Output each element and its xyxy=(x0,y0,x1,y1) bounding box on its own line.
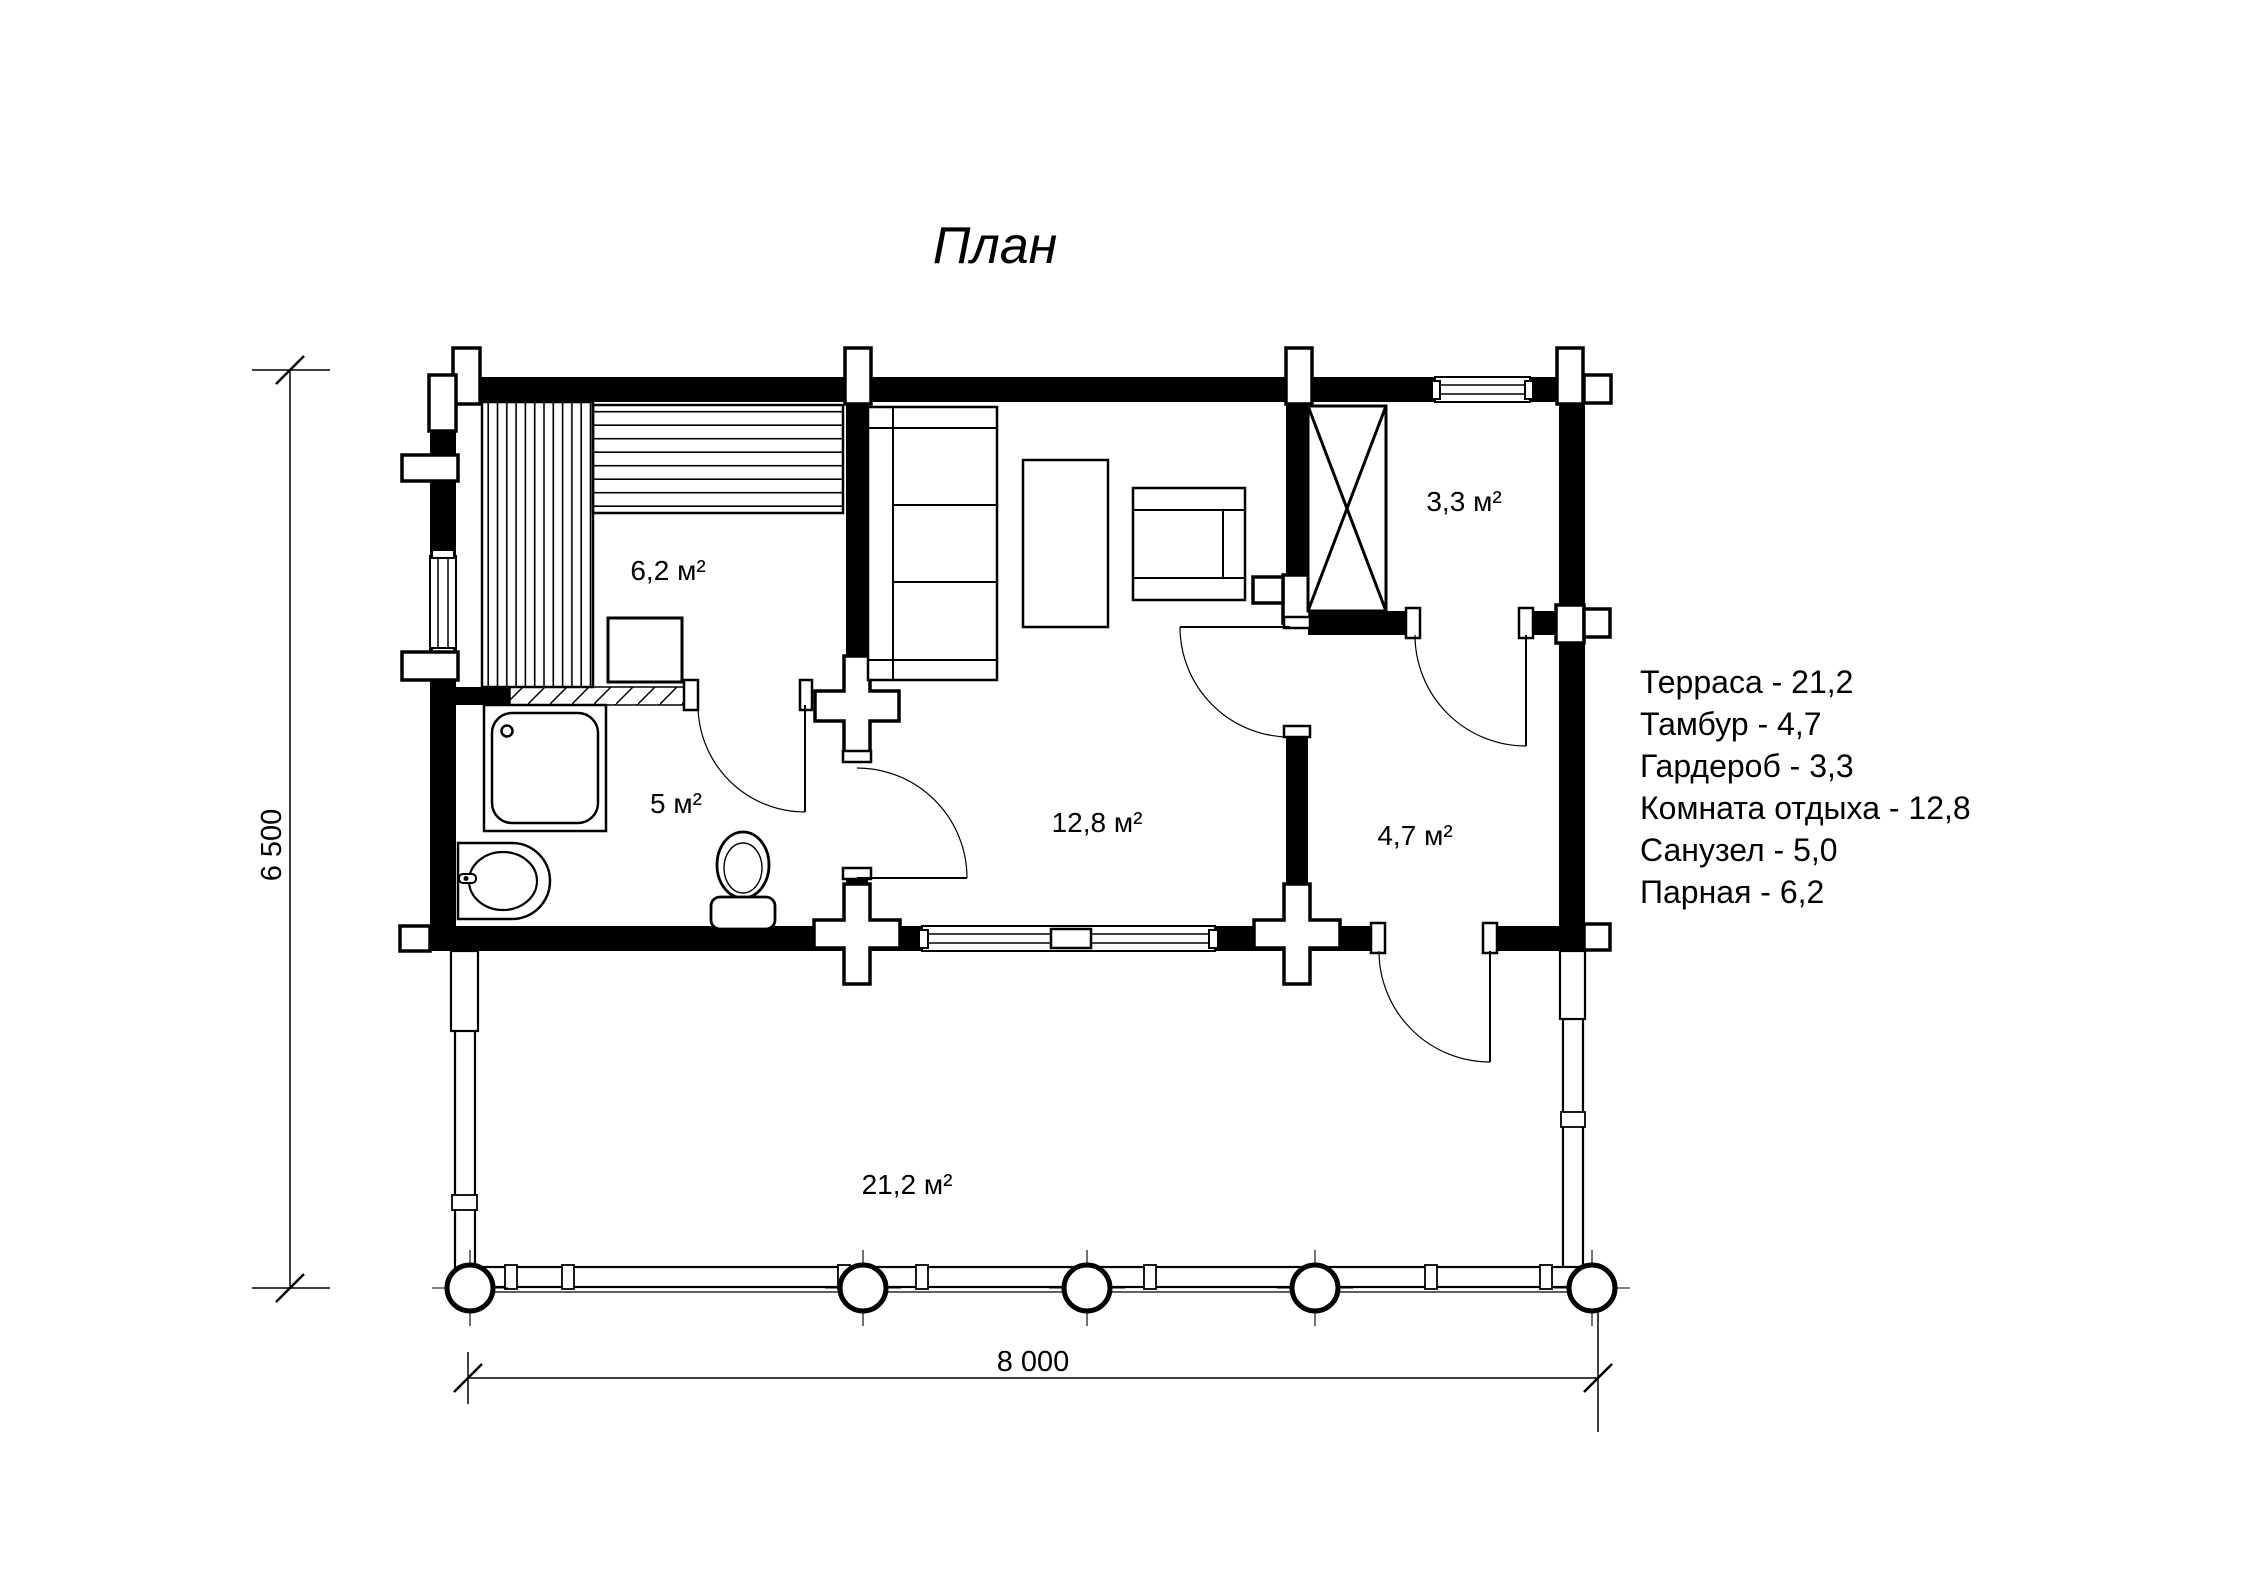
dimension-width-label: 8 000 xyxy=(996,1346,1070,1378)
partition-hatched xyxy=(510,687,686,705)
window-bottom-wall xyxy=(919,926,1218,951)
dimension-height-label: 6 500 xyxy=(256,808,288,882)
legend-item-garderob: Гардероб - 3,3 xyxy=(1640,748,1854,784)
room-label-tambur: 4,7 м² xyxy=(1377,820,1453,851)
room-label-parnaya: 6,2 м² xyxy=(630,555,706,586)
bench-horizontal-slats xyxy=(593,405,843,513)
legend-item-komnata: Комната отдыха - 12,8 xyxy=(1640,790,1971,826)
room-label-terrasa: 21,2 м² xyxy=(861,1169,953,1200)
legend-item-sanuzel: Санузел - 5,0 xyxy=(1640,832,1838,868)
bench-vertical-slats xyxy=(482,402,593,687)
window-top-wall xyxy=(1432,377,1533,402)
shower-symbol xyxy=(484,705,606,831)
stove-symbol xyxy=(608,618,682,682)
wardrobe-symbol xyxy=(1308,406,1386,611)
sink-symbol xyxy=(458,843,550,919)
room-label-sanuzel: 5 м² xyxy=(650,788,702,819)
sofa-symbol xyxy=(868,407,997,680)
room-label-garderob: 3,3 м² xyxy=(1426,486,1502,517)
page-title: План xyxy=(932,217,1058,275)
room-label-komnata-otdyha: 12,8 м² xyxy=(1051,807,1143,838)
toilet-symbol xyxy=(711,832,775,931)
legend-item-parnaya: Парная - 6,2 xyxy=(1640,874,1825,910)
window-left-wall xyxy=(430,550,456,656)
armchair-symbol xyxy=(1133,488,1245,600)
legend-item-tambur: Тамбур - 4,7 xyxy=(1640,706,1822,742)
legend-item-terrasa: Терраса - 21,2 xyxy=(1640,664,1854,700)
table-symbol xyxy=(1023,460,1108,627)
